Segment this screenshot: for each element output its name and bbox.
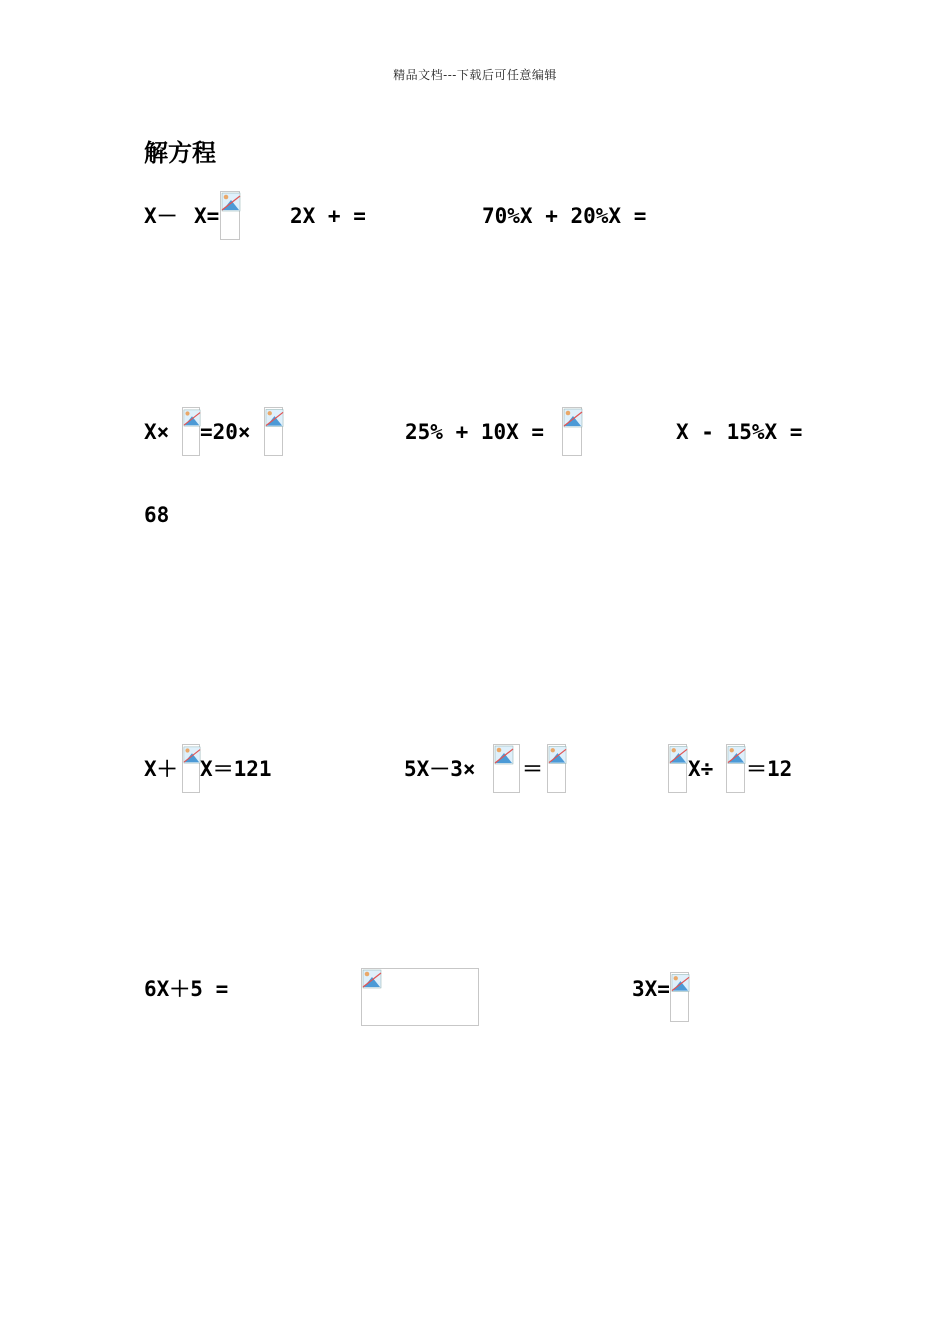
equation-9-part-b: ＝12 xyxy=(746,757,793,781)
equation-8-part-b: ＝ xyxy=(522,757,543,781)
broken-image-icon xyxy=(182,407,200,456)
equation-10: 6X＋5 = xyxy=(144,977,229,1001)
equation-9-part-a: X÷ xyxy=(688,757,714,781)
broken-image-icon xyxy=(264,407,283,456)
equation-2: 2X + = xyxy=(290,204,366,228)
broken-image-icon xyxy=(726,744,745,793)
equation-1-part-a: X－ xyxy=(144,204,178,228)
equation-6-continuation: 68 xyxy=(144,503,170,527)
equation-8-part-a: 5X－3× xyxy=(404,757,476,781)
equation-5: 25% + 10X = xyxy=(405,420,545,444)
broken-image-icon xyxy=(547,744,566,793)
broken-image-icon xyxy=(562,407,582,456)
equation-7-part-a: X＋ xyxy=(144,757,178,781)
equation-3: 70%X + 20%X = xyxy=(482,204,647,228)
broken-image-icon xyxy=(182,744,200,793)
equation-4-part-b: =20× xyxy=(200,420,251,444)
broken-image-icon xyxy=(668,744,687,793)
broken-image-icon xyxy=(361,968,479,1026)
equation-4-part-a: X× xyxy=(144,420,170,444)
broken-image-icon xyxy=(493,744,520,793)
page-title: 解方程 xyxy=(144,139,216,167)
equation-11: 3X= xyxy=(632,977,670,1001)
equation-7-part-b: X＝121 xyxy=(200,757,272,781)
broken-image-icon xyxy=(670,972,689,1022)
page-header: 精品文档---下载后可任意编辑 xyxy=(393,68,557,82)
broken-image-icon xyxy=(220,191,240,240)
equation-6: X - 15%X = xyxy=(676,420,803,444)
equation-1-part-b: X= xyxy=(194,204,220,228)
